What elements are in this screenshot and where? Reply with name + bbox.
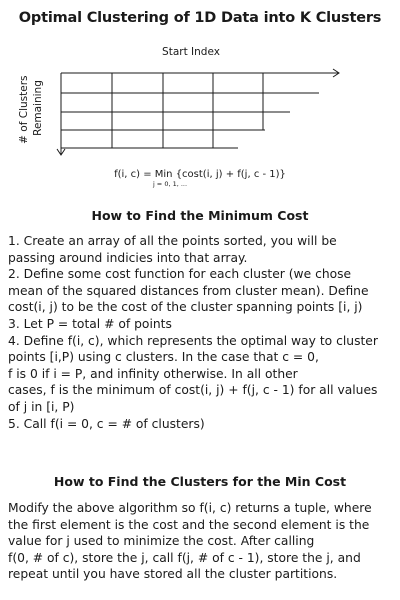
x-axis-label: Start Index bbox=[162, 46, 220, 58]
text-line: points [i,P) using c clusters. In the case that c = 0, bbox=[8, 350, 319, 365]
text-line: cost(i, j) to be the cost of the cluster spanning points [i, j) bbox=[8, 300, 363, 315]
y-axis-arrow bbox=[57, 73, 65, 155]
text-line: Modify the above algorithm so f(i, c) returns a tuple, where bbox=[8, 501, 372, 515]
y-axis-label-line-1: # of Clusters bbox=[18, 75, 30, 144]
page-title: Optimal Clustering of 1D Data into K Clusters bbox=[18, 10, 382, 26]
text-line: value for j used to minimize the cost. After calling bbox=[8, 534, 315, 549]
text-line: passing around indicies into that array. bbox=[8, 250, 248, 265]
clusters-explanation bbox=[8, 500, 396, 583]
dp-table-grid bbox=[61, 73, 319, 148]
recurrence-formula: f(i, c) = Min {cost(i, j) + f(j, c - 1)} bbox=[114, 169, 286, 180]
text-line: 1. Create an array of all the points sorted, you will be bbox=[8, 234, 337, 248]
text-line: cases, f is the minimum of cost(i, j) + f(j, c - 1) for all values bbox=[8, 383, 378, 398]
text-line: mean of the squared distances from cluster mean). Define bbox=[8, 283, 369, 298]
text-line: 4. Define f(i, c), which represents the optimal way to cluster bbox=[8, 333, 378, 348]
text-line: repeat until you have stored all the cluster partitions. bbox=[8, 567, 338, 582]
text-line: the first element is the cost and the second element is the bbox=[8, 517, 370, 532]
dp-table-diagram bbox=[0, 38, 400, 198]
text-line: 5. Call f(i = 0, c = # of clusters) bbox=[8, 416, 205, 431]
text-line: 2. Define some cost function for each cluster (we chose bbox=[8, 267, 352, 282]
text-line: 3. Let P = total # of points bbox=[8, 316, 172, 331]
x-axis-arrow bbox=[61, 69, 339, 77]
section-heading-min-cost: How to Find the Minimum Cost bbox=[91, 208, 309, 223]
y-axis-label bbox=[18, 72, 44, 144]
recurrence-formula-subscript: j = 0, 1, ... bbox=[152, 180, 188, 188]
text-line: f is 0 if i = P, and infinity otherwise. In all other bbox=[8, 366, 298, 381]
text-line: of j in [i, P) bbox=[8, 399, 75, 414]
y-axis-label-line-2: Remaining bbox=[32, 80, 44, 136]
min-cost-steps bbox=[8, 233, 396, 432]
text-line: f(0, # of c), store the j, call f(j, # of c - 1), store the j, and bbox=[8, 550, 361, 565]
section-heading-clusters: How to Find the Clusters for the Min Cost bbox=[53, 474, 347, 489]
